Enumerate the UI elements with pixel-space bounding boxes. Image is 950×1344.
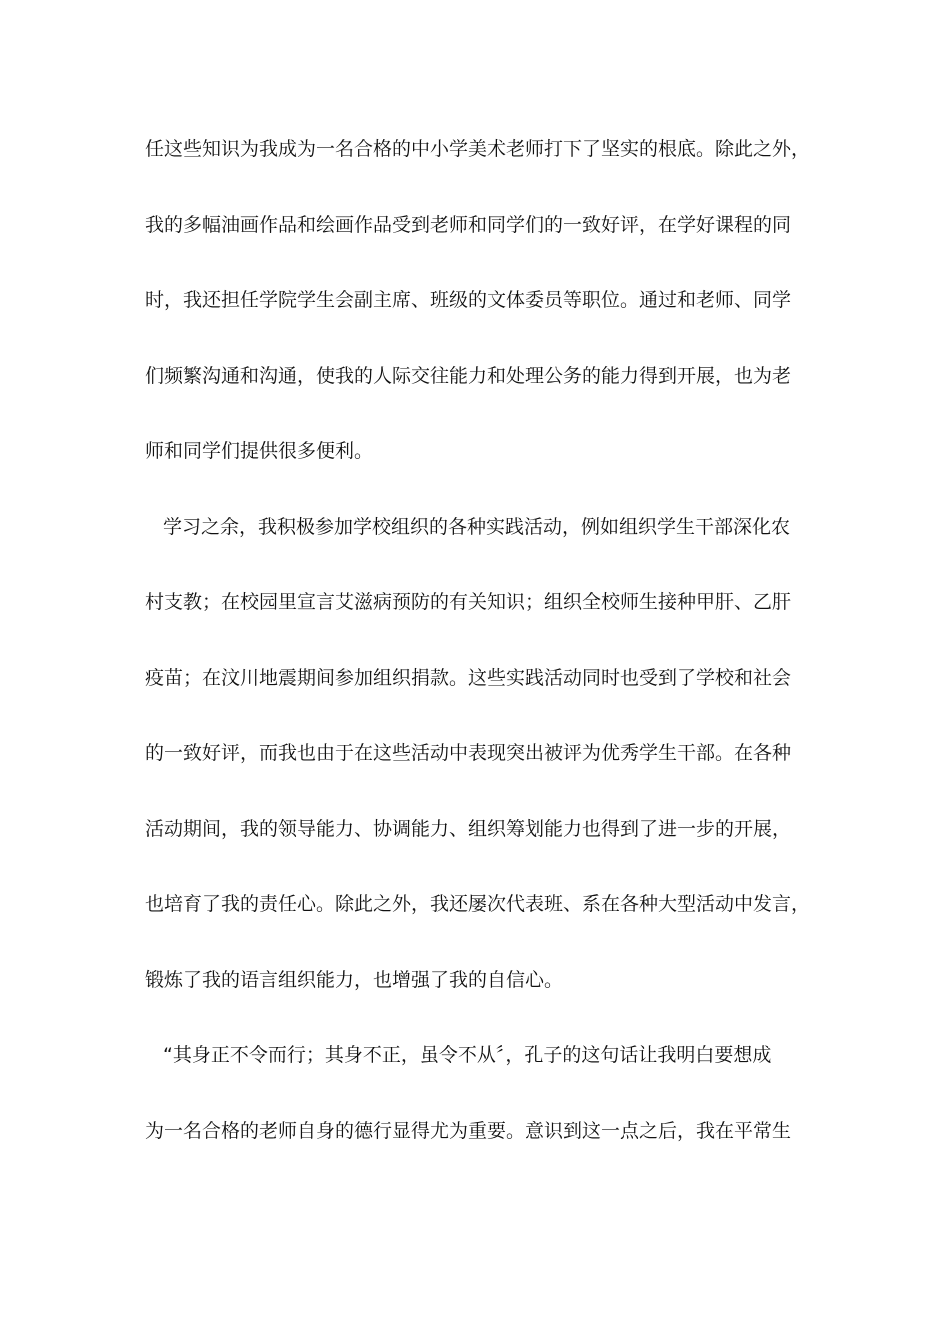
text-line: 的一致好评，而我也由于在这些活动中表现突出被评为优秀学生干部。在各种 bbox=[145, 742, 792, 764]
text-line: 时，我还担任学院学生会副主席、班级的文体委员等职位。通过和老师、同学 bbox=[145, 289, 792, 311]
text-line: 锻炼了我的语言组织能力，也增强了我的自信心。 bbox=[145, 968, 564, 991]
paragraph-start-line: 学习之余，我积极参加学校组织的各种实践活动，例如组织学生干部深化农 bbox=[163, 515, 791, 538]
paragraph-start-line: “其身正不令而行；其身不正，虽令不从〞，孔子的这句话让我明白要想成 bbox=[163, 1044, 772, 1066]
text-line: 我的多幅油画作品和绘画作品受到老师和同学们的一致好评，在学好课程的同 bbox=[145, 213, 792, 236]
text-line: 活动期间，我的领导能力、协调能力、组织筹划能力也得到了进一步的开展， bbox=[145, 817, 792, 840]
text-line: 们频繁沟通和沟通，使我的人际交往能力和处理公务的能力得到开展，也为老 bbox=[145, 364, 792, 387]
body-text bbox=[145, 127, 815, 1184]
text-line: 村支教；在校园里宣言艾滋病预防的有关知识；组织全校师生接种甲肝、乙肝 bbox=[145, 591, 792, 613]
text-line: 任这些知识为我成为一名合格的中小学美术老师打下了坚实的根底。除此之外， bbox=[145, 138, 811, 160]
text-line: 疫苗；在汶川地震期间参加组织捐款。这些实践活动同时也受到了学校和社会 bbox=[145, 666, 792, 689]
text-line: 师和同学们提供很多便利。 bbox=[145, 440, 374, 462]
text-line: 为一名合格的老师自身的德行显得尤为重要。意识到这一点之后，我在平常生 bbox=[145, 1119, 792, 1142]
text-line: 也培育了我的责任心。除此之外，我还屡次代表班、系在各种大型活动中发言， bbox=[145, 893, 811, 915]
